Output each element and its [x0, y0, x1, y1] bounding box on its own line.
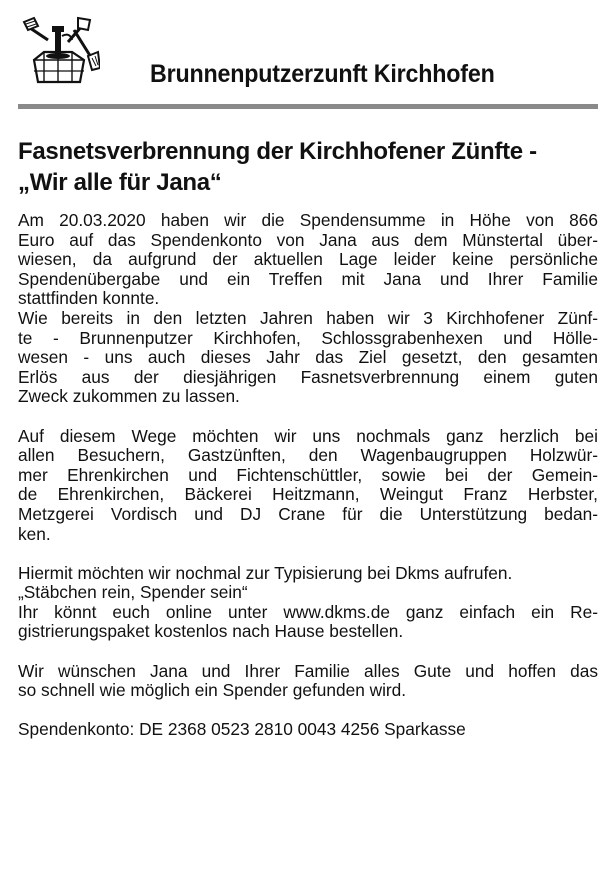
text-line: Hiermit möchten wir nochmal zur Typisierung bei Dkms aufrufen.	[18, 562, 513, 583]
paragraph	[18, 662, 598, 701]
paragraph-gap	[18, 544, 598, 564]
paragraph-gap	[18, 701, 598, 721]
article-title-line-1: Fasnetsverbrennung der Kirchhofener Zünfte -	[18, 138, 537, 165]
paragraph-gap	[18, 642, 598, 662]
text-line: Auf diesem Wege möchten wir uns nochmals ganz herzlich bei	[18, 426, 598, 446]
text-line: gistrierungspaket kostenlos nach Hause bestellen.	[18, 621, 404, 642]
paragraph-gap	[18, 407, 598, 427]
text-line: allen Besuchern, Gastzünften, den Wagenbaugruppen Holzwür-	[18, 446, 598, 466]
text-line: mer Ehrenkirchen und Fichtenschüttler, sowie bei der Gemein-	[18, 465, 598, 485]
text-line: „Stäbchen rein, Spender sein“	[18, 582, 248, 603]
text-line: wesen - uns auch dieses Jahr das Ziel gesetzt, den gesamten	[18, 348, 598, 368]
article-title-line-2: „Wir alle für Jana“	[18, 169, 222, 196]
text-line: Wie bereits in den letzten Jahren haben wir 3 Kirchhofener Zünf-	[18, 308, 598, 328]
text-line: stattfinden konnte.	[18, 288, 160, 309]
article-title	[18, 136, 608, 198]
text-line: ken.	[18, 523, 51, 544]
text-line: Euro auf das Spendenkonto von Jana aus dem Münstertal über-	[18, 230, 598, 250]
paragraph	[18, 564, 598, 642]
header-divider	[18, 104, 598, 109]
text-line: so schnell wie möglich ein Spender gefunden wird.	[18, 680, 407, 701]
text-line: Zweck zukommen zu lassen.	[18, 386, 240, 407]
text-line: de Ehrenkirchen, Bäckerei Heitzmann, Weingut Franz Herbster,	[18, 485, 598, 505]
text-line: te - Brunnenputzer Kirchhofen, Schlossgrabenhexen und Hölle-	[18, 328, 598, 348]
text-line: Metzgerei Vordisch und DJ Crane für die Unterstützung bedan-	[18, 504, 598, 524]
paragraph	[18, 427, 598, 545]
text-line: Spendenübergabe und ein Treffen mit Jana und Ihrer Familie	[18, 269, 598, 289]
text-line: Wir wünschen Jana und Ihrer Familie alles Gute und hoffen das	[18, 661, 598, 681]
paragraph	[18, 720, 598, 740]
article-body	[18, 211, 598, 740]
guild-logo-icon	[22, 16, 100, 90]
text-line: Am 20.03.2020 haben wir die Spendensumme in Höhe von 866	[18, 211, 598, 230]
text-line: wiesen, da aufgrund der aktuellen Lage leider keine persönliche	[18, 250, 598, 270]
text-line: Spendenkonto: DE 2368 0523 2810 0043 4256 Sparkasse	[18, 719, 466, 740]
text-line: Erlös aus der diesjährigen Fasnetsverbrennung einem guten	[18, 367, 598, 387]
org-name: Brunnenputzerzunft Kirchhofen	[150, 60, 495, 88]
text-line: Ihr könnt euch online unter www.dkms.de ganz einfach ein Re-	[18, 602, 598, 622]
paragraph	[18, 211, 598, 407]
